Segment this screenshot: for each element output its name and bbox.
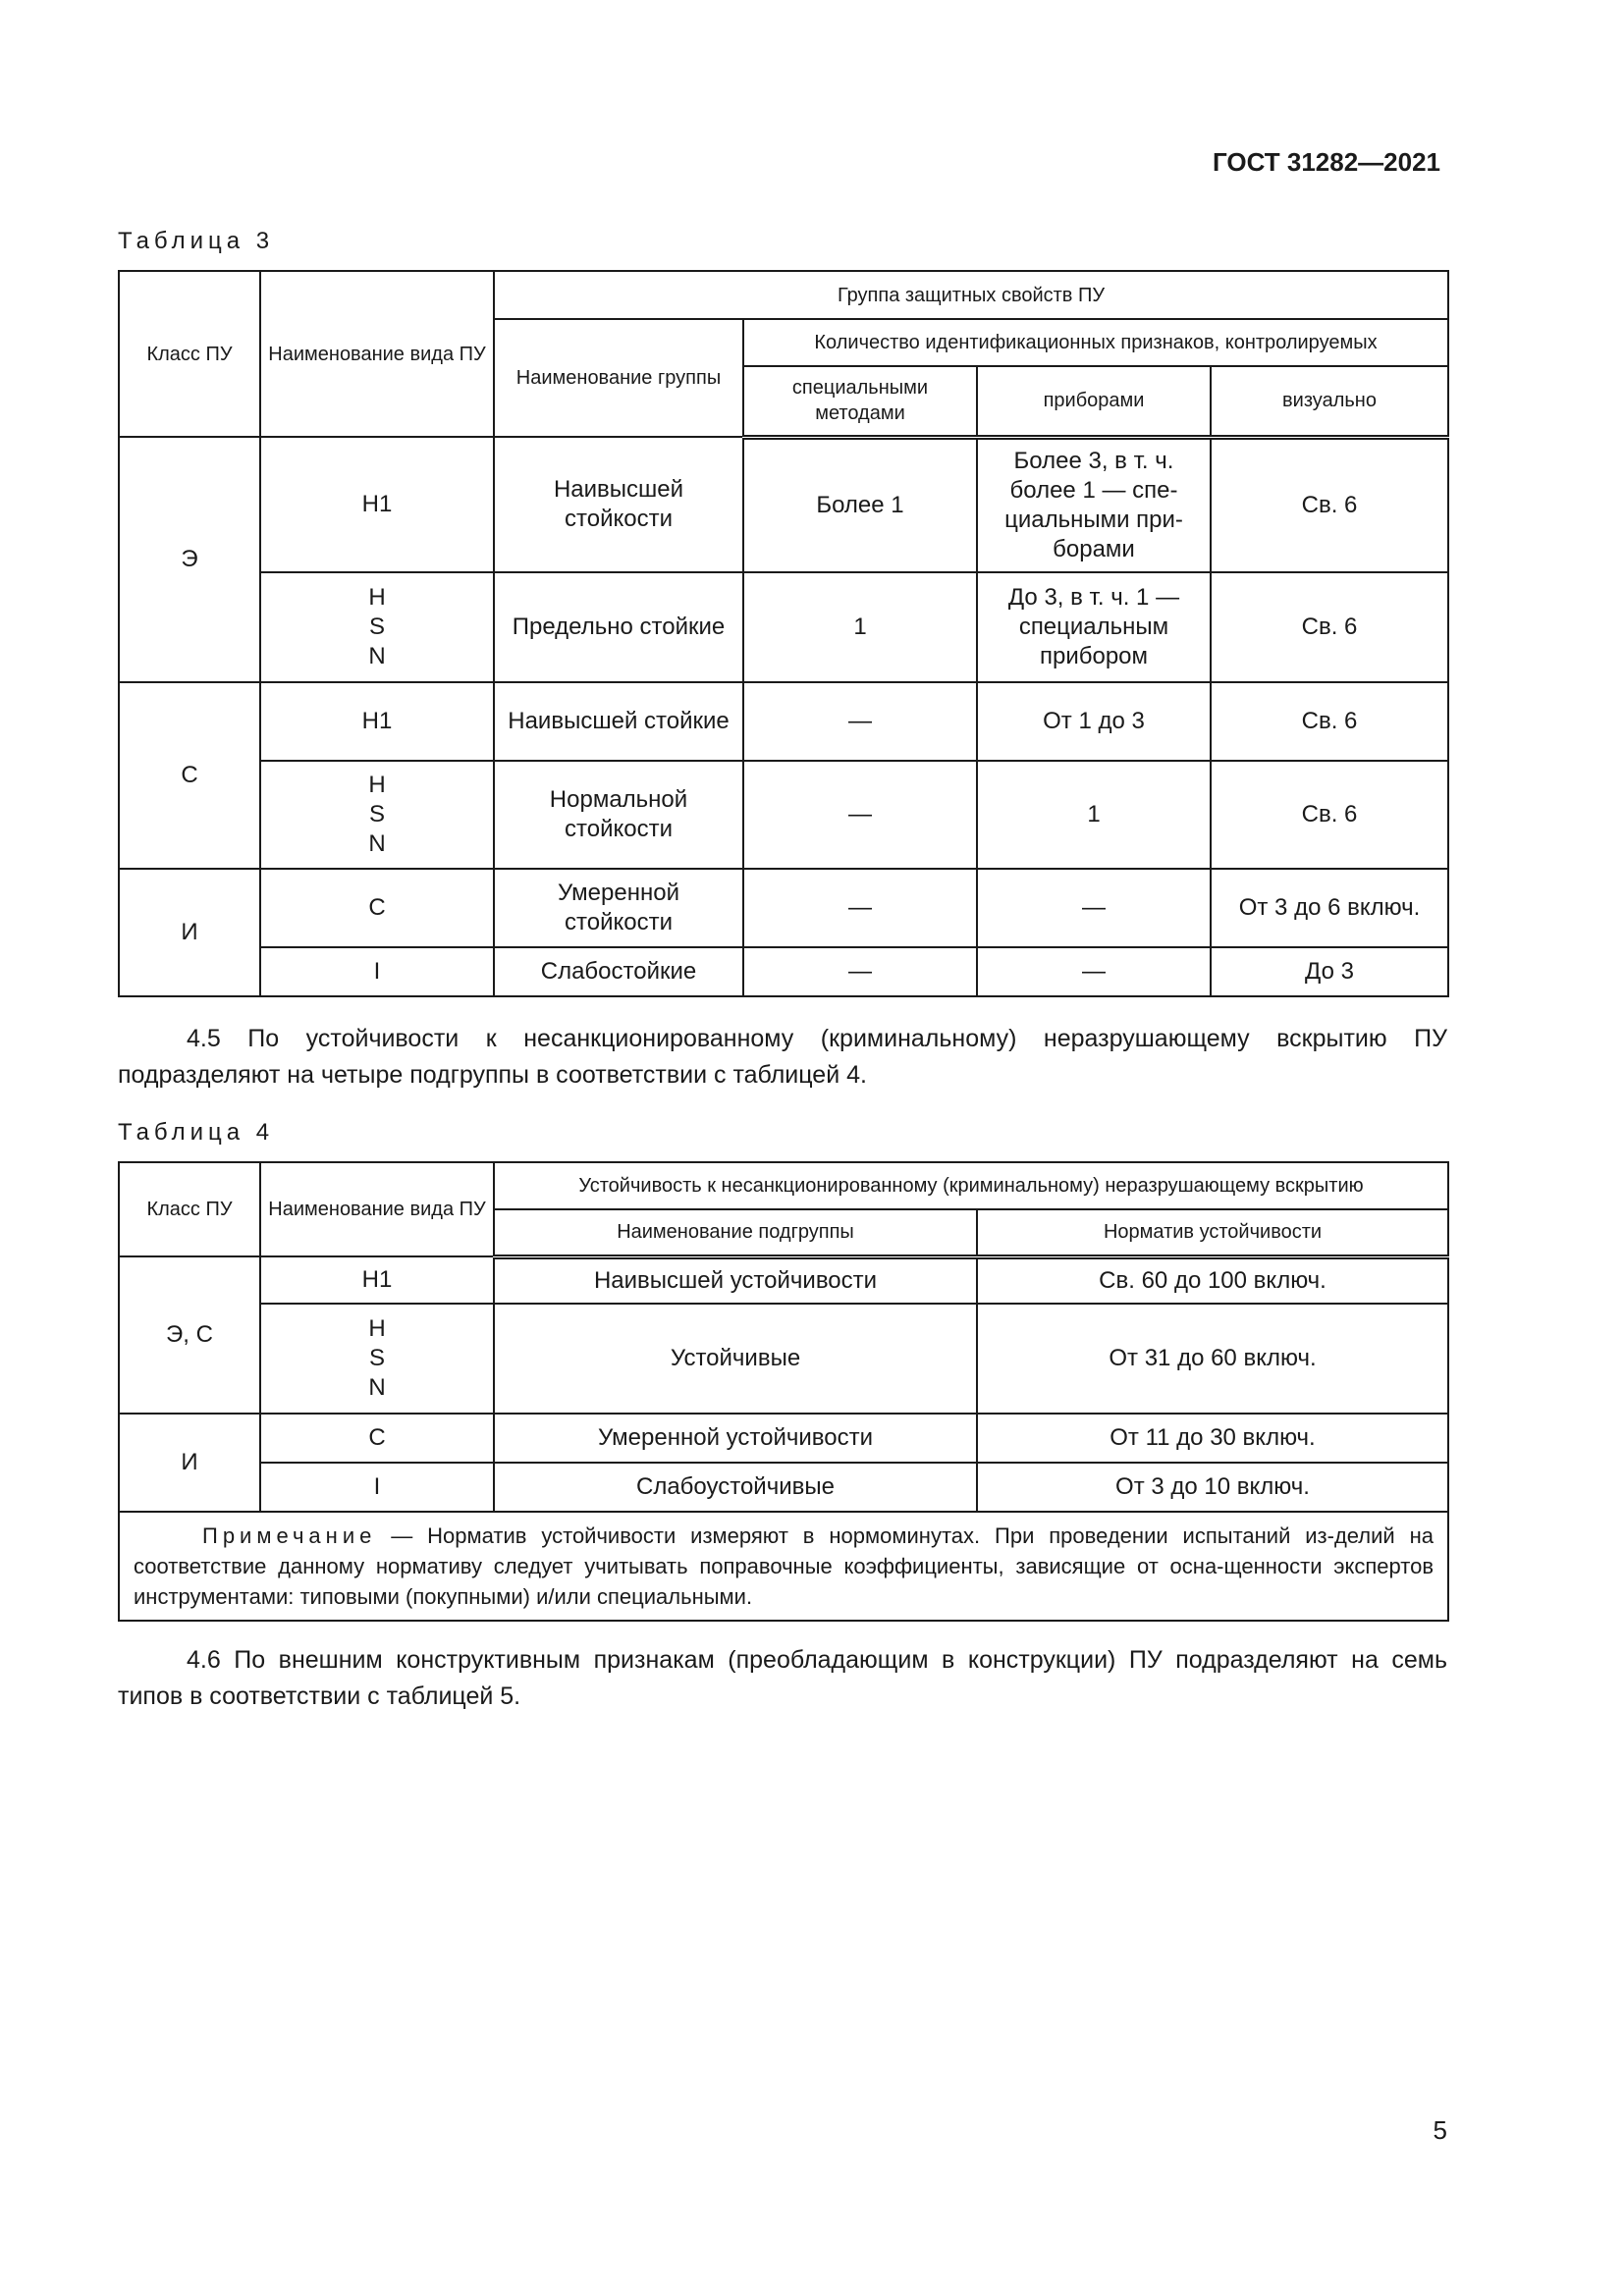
t4-class-cell: И xyxy=(119,1414,260,1512)
t3-visual-cell: От 3 до 6 включ. xyxy=(1211,869,1448,947)
t3-type-cell: I xyxy=(260,947,494,996)
t3-class-cell: И xyxy=(119,869,260,996)
t3-head-class: Класс ПУ xyxy=(119,271,260,437)
t3-visual-cell: До 3 xyxy=(1211,947,1448,996)
note-label: Примечание xyxy=(202,1523,377,1548)
table-row xyxy=(119,1463,1448,1512)
t4-class-cell: Э, С xyxy=(119,1256,260,1414)
t4-norm-cell: От 3 до 10 включ. xyxy=(977,1463,1448,1512)
t3-instruments-cell: — xyxy=(977,947,1211,996)
t3-type-cell: H1 xyxy=(260,437,494,572)
table-row xyxy=(119,437,1448,572)
paragraph-4-5 xyxy=(118,1021,1447,1094)
t3-head-special-methods: специальными методами xyxy=(743,366,977,437)
t3-special-cell: — xyxy=(743,869,977,947)
t4-head-norm: Норматив устойчивости xyxy=(977,1209,1448,1256)
table-row xyxy=(119,1414,1448,1463)
table-row xyxy=(119,1256,1448,1304)
t3-type-cell: H S N xyxy=(260,761,494,869)
t3-head-type-name: Наименование вида ПУ xyxy=(260,271,494,437)
t4-norm-cell: От 11 до 30 включ. xyxy=(977,1414,1448,1463)
t3-group-cell: Слабостойкие xyxy=(494,947,743,996)
t4-type-cell: I xyxy=(260,1463,494,1512)
table-4 xyxy=(118,1161,1449,1622)
t3-group-cell: Предельно стойкие xyxy=(494,572,743,682)
paragraph-4-6 xyxy=(118,1642,1447,1715)
table-row xyxy=(119,869,1448,947)
table-4-caption: Таблица 4 xyxy=(118,1119,275,1146)
table-row xyxy=(119,682,1448,761)
t3-instruments-cell: От 1 до 3 xyxy=(977,682,1211,761)
t4-type-cell: C xyxy=(260,1414,494,1463)
t3-class-cell: Э xyxy=(119,437,260,682)
t3-class-cell: С xyxy=(119,682,260,869)
t4-subgroup-cell: Слабоустойчивые xyxy=(494,1463,977,1512)
t4-subgroup-cell: Наивысшей устойчивости xyxy=(494,1256,977,1304)
note-text: — Норматив устойчивости измеряют в нормоминутах. При проведении испытаний из-делий на соответствие данному нормативу следует учитывать поправочные коэффициенты, зависящие от осна-щенности экспертов инструментами: типовыми (покупными) и/или специальными. xyxy=(134,1523,1435,1609)
table-4-note xyxy=(119,1512,1448,1621)
t4-subgroup-cell: Устойчивые xyxy=(494,1304,977,1414)
table-3 xyxy=(118,270,1449,997)
t3-special-cell: Более 1 xyxy=(743,437,977,572)
t3-visual-cell: Св. 6 xyxy=(1211,437,1448,572)
page-number: 5 xyxy=(1433,2115,1447,2145)
t3-head-visual: визуально xyxy=(1211,366,1448,437)
t4-subgroup-cell: Умеренной устойчивости xyxy=(494,1414,977,1463)
t3-group-cell: Наивысшей стойкие xyxy=(494,682,743,761)
t3-type-cell: H1 xyxy=(260,682,494,761)
t3-special-cell: — xyxy=(743,682,977,761)
t3-group-cell: Наивысшей стойкости xyxy=(494,437,743,572)
table-3-caption: Таблица 3 xyxy=(118,228,275,254)
table-note-row xyxy=(119,1512,1448,1621)
t4-head-subgroup: Наименование подгруппы xyxy=(494,1209,977,1256)
table-row xyxy=(119,761,1448,869)
t3-type-cell: H S N xyxy=(260,572,494,682)
t3-type-cell: C xyxy=(260,869,494,947)
document-code: ГОСТ 31282—2021 xyxy=(1213,147,1440,177)
t3-head-instruments: приборами xyxy=(977,366,1211,437)
t4-norm-cell: От 31 до 60 включ. xyxy=(977,1304,1448,1414)
t3-head-group-name: Наименование группы xyxy=(494,319,743,437)
t3-instruments-cell: Более 3, в т. ч. более 1 — спе-циальными при-борами xyxy=(977,437,1211,572)
t3-instruments-cell: — xyxy=(977,869,1211,947)
t3-group-cell: Умеренной стойкости xyxy=(494,869,743,947)
t3-group-cell: Нормальной стойкости xyxy=(494,761,743,869)
table-row xyxy=(119,947,1448,996)
t4-head-class: Класс ПУ xyxy=(119,1162,260,1256)
t4-type-cell: H S N xyxy=(260,1304,494,1414)
paragraph-4-6-text: 4.6 По внешним конструктивным признакам (преобладающим в конструкции) ПУ подразделяют на семь типов в соответствии с таблицей 5. xyxy=(118,1646,1447,1710)
t4-head-type-name: Наименование вида ПУ xyxy=(260,1162,494,1256)
t3-visual-cell: Св. 6 xyxy=(1211,761,1448,869)
paragraph-4-5-text: 4.5 По устойчивости к несанкционированному (криминальному) неразрушающему вскрытию ПУ подразделяют на четыре подгруппы в соответствии с таблицей 4. xyxy=(118,1025,1447,1089)
t3-special-cell: — xyxy=(743,947,977,996)
table-row xyxy=(119,1304,1448,1414)
t3-instruments-cell: До 3, в т. ч. 1 — специальным прибором xyxy=(977,572,1211,682)
t4-head-resistance: Устойчивость к несанкционированному (криминальному) неразрушающему вскрытию xyxy=(494,1162,1448,1209)
t4-type-cell: H1 xyxy=(260,1256,494,1304)
t3-instruments-cell: 1 xyxy=(977,761,1211,869)
t3-special-cell: — xyxy=(743,761,977,869)
t3-head-group-props: Группа защитных свойств ПУ xyxy=(494,271,1448,319)
t3-visual-cell: Св. 6 xyxy=(1211,572,1448,682)
table-row xyxy=(119,572,1448,682)
t3-special-cell: 1 xyxy=(743,572,977,682)
t3-visual-cell: Св. 6 xyxy=(1211,682,1448,761)
t3-head-count: Количество идентификационных признаков, контролируемых xyxy=(743,319,1448,366)
t4-norm-cell: Св. 60 до 100 включ. xyxy=(977,1256,1448,1304)
